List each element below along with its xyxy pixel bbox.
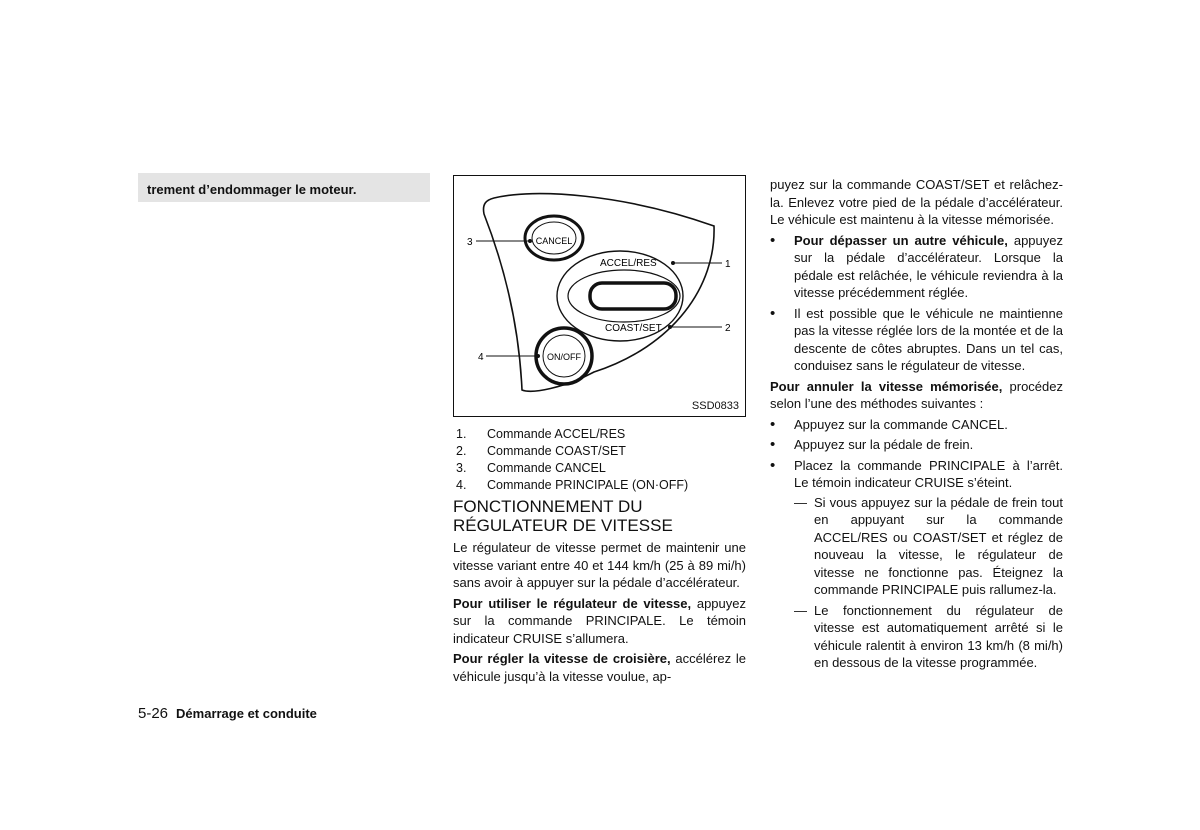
caption-item: 4. Commande PRINCIPALE (ON·OFF) bbox=[456, 478, 689, 492]
figure-code: SSD0833 bbox=[691, 400, 739, 412]
list-item: • Appuyez sur la commande CANCEL. bbox=[770, 416, 1063, 434]
cancel-paragraph: Pour annuler la vitesse mémorisée, procédez selon l’une des méthodes suivantes : bbox=[770, 378, 1063, 411]
page-number: 5-26 bbox=[138, 705, 169, 722]
intro-paragraph: Le régulateur de vitesse permet de maintenir une vitesse variant entre 40 et 144 km/h (25 à 89 mi/h) sans avoir à appuyer sur la pédale d’accélérateur. bbox=[453, 540, 746, 590]
caption-item: 2. Commande COAST/SET bbox=[456, 444, 626, 458]
set-paragraph: Pour régler la vitesse de croisière, accélérez le véhicule jusqu’à la vitesse voulue, ap- bbox=[453, 651, 746, 684]
page-footer bbox=[138, 705, 317, 722]
cancel-label: CANCEL bbox=[535, 236, 573, 246]
callout-3: 3 bbox=[467, 237, 473, 248]
continuation-banner bbox=[138, 173, 430, 202]
notes-list bbox=[794, 494, 1063, 672]
section-heading: FONCTIONNEMENT DU RÉGULATEUR DE VITESSE bbox=[453, 497, 673, 535]
rocker-switch bbox=[590, 283, 676, 309]
note-item: — Le fonctionnement du régulateur de vitesse est automatiquement arrêté si le véhicule ralentit à environ 13 km/h (8 mi/h) en dessous de la vitesse programmée. bbox=[794, 602, 1063, 670]
continuation-paragraph: puyez sur la commande COAST/SET et relâchez-la. Enlevez votre pied de la pédale d’accélérateur. Le véhicule est maintenu à la vitesse mémorisée. bbox=[770, 177, 1063, 227]
coast-set-label: COAST/SET bbox=[605, 323, 662, 334]
list-item: • Placez la commande PRINCIPALE à l’arrêt. Le témoin indicateur CRUISE s’éteint. — Si vous appuyez sur la pédale de frein tout en appuyant sur la commande ACCEL/RES ou COAST/SET et réglez de nouveau la vitesse, le régulateur de vitesse ne fonctionne pas. Éteignez la commande PRINCIPALE puis rallumez-la. — Le fonctionnement du régulateur de vitesse est automatiquement arrêté si le véhicule ralentit à environ 13 km/h (8 mi/h) en dessous de la vitesse programmée. bbox=[770, 457, 1063, 672]
caption-item: 1. Commande ACCEL/RES bbox=[456, 427, 626, 441]
rocker-recess bbox=[568, 270, 680, 322]
callout-4: 4 bbox=[478, 352, 484, 363]
chapter-title: Démarrage et conduite bbox=[176, 706, 317, 721]
caption-item: 3. Commande CANCEL bbox=[456, 461, 606, 475]
use-paragraph: Pour utiliser le régulateur de vitesse, appuyez sur la commande PRINCIPALE. Le témoin indicateur CRUISE s’allumera. bbox=[453, 595, 746, 646]
callout-2: 2 bbox=[725, 323, 731, 334]
figure-caption-list bbox=[456, 426, 688, 494]
middle-column-body bbox=[453, 539, 746, 688]
callout-1: 1 bbox=[725, 259, 731, 270]
banner-text: trement d’endommager le moteur. bbox=[147, 182, 357, 197]
list-item: • Appuyez sur la pédale de frein. bbox=[770, 436, 1063, 454]
note-item: — Si vous appuyez sur la pédale de frein tout en appuyant sur la commande ACCEL/RES ou COAST/SET et réglez de nouveau la vitesse, le régulateur de vitesse ne fonctionne pas. Éteignez la commande PRINCIPALE puis rallumez-la. bbox=[794, 494, 1063, 597]
cruise-control-switch-figure bbox=[453, 175, 746, 417]
right-column bbox=[770, 176, 1063, 675]
list-item: • Il est possible que le véhicule ne maintienne pas la vitesse réglée lors de la montée et de la descente de côtes abruptes. Dans un tel cas, conduisez sans le régulateur de vitesse. bbox=[770, 305, 1063, 375]
onoff-label: ON/OFF bbox=[547, 352, 581, 362]
cancel-methods-list bbox=[770, 416, 1063, 672]
accel-res-label: ACCEL/RES bbox=[600, 258, 657, 269]
overtake-bullets bbox=[770, 232, 1063, 375]
switch-diagram bbox=[454, 176, 747, 418]
list-item: • Pour dépasser un autre véhicule, appuyez sur la pédale d’accélérateur. Lorsque la pédale est relâchée, le véhicule reviendra à la vitesse précédemment réglée. bbox=[770, 232, 1063, 302]
